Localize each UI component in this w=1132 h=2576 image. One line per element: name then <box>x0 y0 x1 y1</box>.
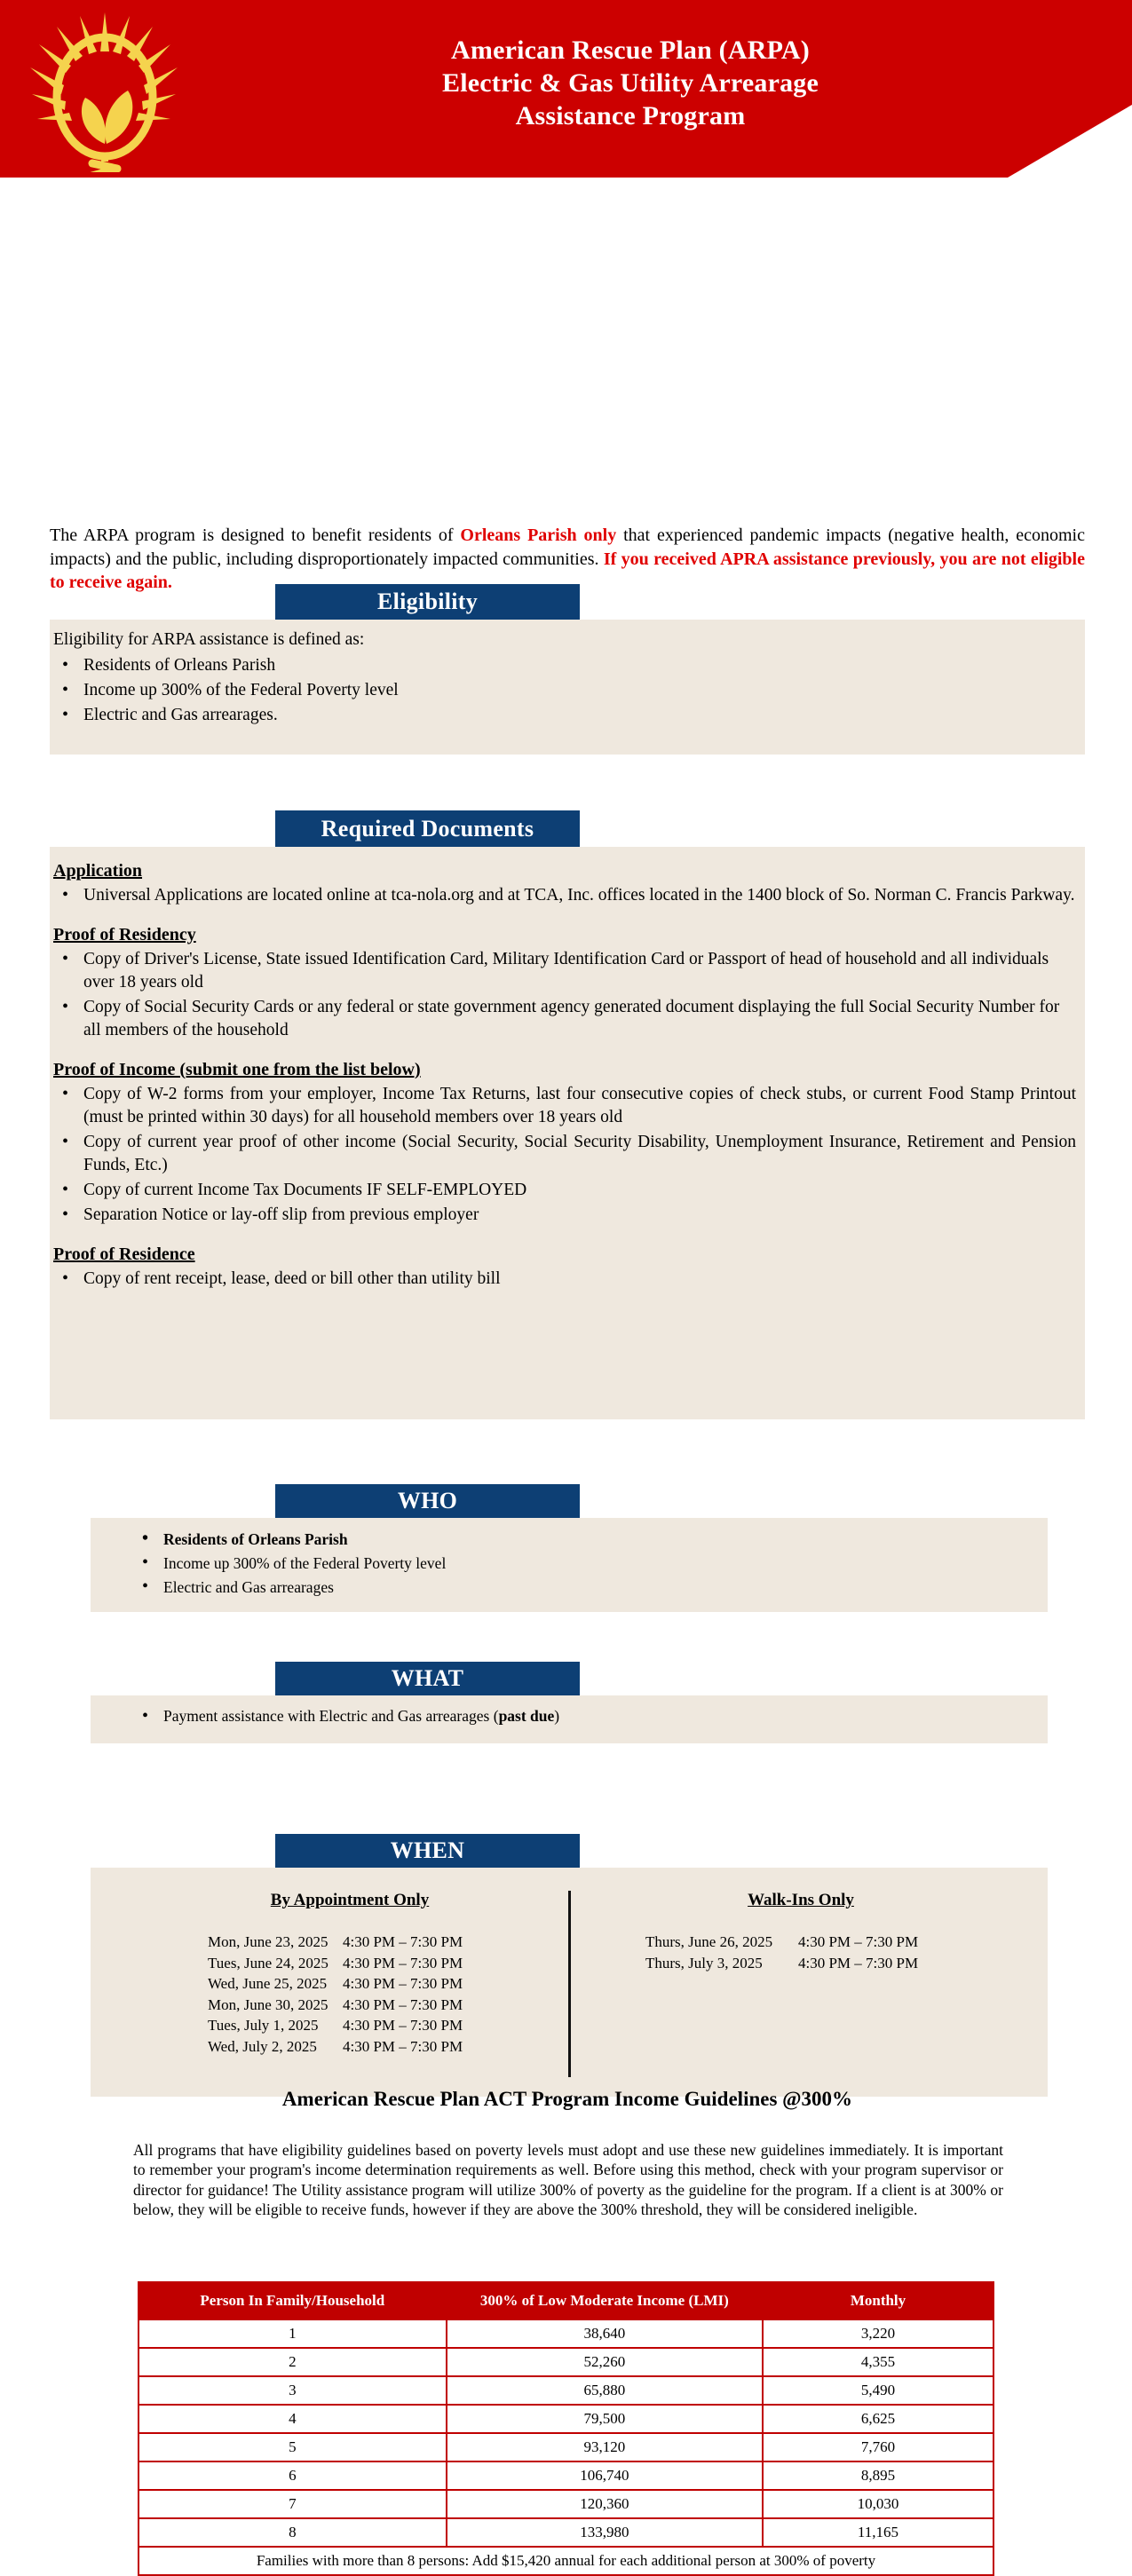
schedule-date: Thurs, June 26, 2025 <box>645 1933 773 1950</box>
schedule-row <box>208 2036 563 2058</box>
table-cell-lmi: 120,360 <box>447 2490 763 2518</box>
schedule-row <box>645 1953 1027 1974</box>
table-cell-persons: 6 <box>139 2461 447 2490</box>
schedule-time: 4:30 PM – 7:30 PM <box>343 2037 463 2055</box>
list-item: • Copy of rent receipt, lease, deed or bill other than utility bill <box>53 1268 1076 1291</box>
doc-group-list <box>53 884 1076 907</box>
schedule-time: 4:30 PM – 7:30 PM <box>798 1954 919 1972</box>
table-header-row <box>139 2282 993 2319</box>
section-band-when <box>275 1834 580 1868</box>
table-footnote-row <box>139 2547 993 2575</box>
list-item: • Universal Applications are located online at tca-nola.org and at TCA, Inc. offices located in the 1400 block of So. Norman C. Francis Parkway. <box>53 884 1076 907</box>
schedule-time: 4:30 PM – 7:30 PM <box>343 1954 463 1972</box>
schedule-date: Wed, June 25, 2025 <box>208 1975 328 1992</box>
page-title <box>293 34 968 132</box>
when-appointment-title: By Appointment Only <box>270 1891 430 1909</box>
schedule-date: Wed, July 2, 2025 <box>208 2037 317 2055</box>
table-header-cell: Person In Family/Household <box>139 2282 447 2319</box>
intro-text-2: that experienced pandemic impacts (negative health, economic impacts) and the public, including disproportionately impacted communities. <box>50 525 1085 569</box>
page-title-line-2: Electric & Gas Utility Arrearage <box>441 68 819 98</box>
table-cell-persons: 1 <box>139 2319 447 2348</box>
list-item: • Copy of current Income Tax Documents IF SELF-EMPLOYED <box>53 1179 1076 1202</box>
section-band-eligibility-label: Eligibility <box>376 589 479 614</box>
table-cell-monthly: 10,030 <box>763 2490 993 2518</box>
list-item: • Residents of Orleans Parish <box>53 654 1085 677</box>
section-band-required-documents-label: Required Documents <box>321 815 534 842</box>
what-item-prefix: Payment assistance with Electric and Gas arrearages ( <box>163 1707 499 1725</box>
table-cell-monthly: 7,760 <box>763 2433 993 2461</box>
table-cell-persons: 5 <box>139 2433 447 2461</box>
section-band-who-label: WHO <box>397 1488 458 1513</box>
what-item-bold: past due <box>498 1707 555 1725</box>
schedule-date: Mon, June 30, 2025 <box>208 1995 329 2013</box>
list-item: • Residents of Orleans Parish <box>133 1529 1048 1551</box>
intro-highlight-warning: If you received APRA assistance previously, you are not eligible to receive again. <box>50 549 1085 592</box>
who-panel <box>91 1518 1048 1612</box>
section-band-required-documents <box>275 810 580 847</box>
table-row <box>139 2461 993 2490</box>
table-cell-lmi: 93,120 <box>447 2433 763 2461</box>
schedule-row <box>208 2015 563 2036</box>
schedule-time: 4:30 PM – 7:30 PM <box>343 2017 463 2034</box>
schedule-date: Tues, June 24, 2025 <box>208 1954 329 1972</box>
list-item: • Copy of current year proof of other income (Social Security, Social Security Disability, Unemployment Insurance, Retirement and Pension Funds, Etc.) <box>53 1131 1076 1177</box>
intro-highlight-parish: Orleans Parish only <box>460 525 617 545</box>
doc-group-heading: Proof of Residence <box>53 1245 195 1264</box>
schedule-date: Mon, June 23, 2025 <box>208 1933 329 1950</box>
eligibility-lead: Eligibility for ARPA assistance is defined as: <box>53 630 365 649</box>
when-walkin-schedule <box>645 1932 1027 1973</box>
who-list <box>91 1518 1048 1599</box>
income-guidelines-title: American Rescue Plan ACT Program Income Guidelines @300% <box>281 2088 853 2110</box>
schedule-time: 4:30 PM – 7:30 PM <box>798 1933 919 1950</box>
table-cell-monthly: 4,355 <box>763 2348 993 2376</box>
required-documents-panel <box>50 847 1085 1419</box>
schedule-row <box>208 1932 563 1953</box>
section-band-eligibility <box>275 584 580 620</box>
list-item: • Copy of W-2 forms from your employer, Income Tax Returns, last four consecutive copies of check stubs, or current Food Stamp Printout (must be printed within 30 days) for all household members over 18 years old <box>53 1083 1076 1129</box>
schedule-time: 4:30 PM – 7:30 PM <box>343 1975 463 1992</box>
schedule-date: Tues, July 1, 2025 <box>208 2017 319 2034</box>
what-item-suffix: ) <box>554 1707 560 1725</box>
list-item: • Copy of Social Security Cards or any federal or state government agency generated document displaying the full Social Security Number for all members of the household <box>53 996 1076 1042</box>
table-row <box>139 2348 993 2376</box>
table-row <box>139 2405 993 2433</box>
doc-group-list <box>53 1083 1076 1227</box>
section-band-who <box>275 1484 580 1518</box>
list-item: • Income up 300% of the Federal Poverty level <box>133 1553 1048 1575</box>
list-item: • Separation Notice or lay-off slip from previous employer <box>53 1204 1076 1227</box>
table-cell-monthly: 6,625 <box>763 2405 993 2433</box>
schedule-row <box>208 1973 563 1995</box>
when-walkin-title: Walk-Ins Only <box>748 1891 854 1909</box>
sun-lightbulb-leaf-logo <box>30 12 179 172</box>
table-cell-persons: 4 <box>139 2405 447 2433</box>
section-band-what <box>275 1662 580 1695</box>
table-cell-lmi: 79,500 <box>447 2405 763 2433</box>
what-panel <box>91 1695 1048 1743</box>
table-cell-monthly: 3,220 <box>763 2319 993 2348</box>
table-row <box>139 2376 993 2405</box>
list-item <box>133 1707 1048 1726</box>
income-guidelines-paragraph: All programs that have eligibility guidelines based on poverty levels must adopt and use these new guidelines immediately. It is important to remember your program's income determination requirements as well. Before using this method, check with your program supervisor or director for guidance! The Utility assistance program will utilize 300% of poverty as the guideline for the program. If a client is at 300% or below, they will be eligible to receive funds, however if they are above the 300% threshold, they will be considered ineligible. <box>133 2140 1003 2218</box>
table-row <box>139 2518 993 2547</box>
table-cell-lmi: 106,740 <box>447 2461 763 2490</box>
list-item: • Electric and Gas arrearages. <box>53 704 1085 727</box>
table-header-cell: Monthly <box>763 2282 993 2319</box>
when-appointment-schedule <box>208 1932 563 2057</box>
table-cell-monthly: 5,490 <box>763 2376 993 2405</box>
list-item: • Income up 300% of the Federal Poverty level <box>53 679 1085 702</box>
table-cell-lmi: 65,880 <box>447 2376 763 2405</box>
intro-text-1: The ARPA program is designed to benefit residents of <box>50 525 461 545</box>
page-header <box>0 0 1132 178</box>
schedule-row <box>208 1953 563 1974</box>
page-title-line-3: Assistance Program <box>515 101 746 130</box>
what-list <box>91 1695 1048 1726</box>
eligibility-list <box>53 654 1085 727</box>
schedule-time: 4:30 PM – 7:30 PM <box>343 1933 463 1950</box>
table-cell-persons: 7 <box>139 2490 447 2518</box>
doc-group-list <box>53 1268 1076 1291</box>
table-header-cell: 300% of Low Moderate Income (LMI) <box>447 2282 763 2319</box>
when-panel <box>91 1868 1048 2097</box>
section-band-what-label: WHAT <box>391 1665 464 1691</box>
table-cell-lmi: 52,260 <box>447 2348 763 2376</box>
section-band-when-label: WHEN <box>390 1837 465 1863</box>
table-cell-lmi: 38,640 <box>447 2319 763 2348</box>
doc-group-list <box>53 948 1076 1042</box>
table-footnote: Families with more than 8 persons: Add $15,420 annual for each additional person at 300% of poverty <box>139 2547 993 2575</box>
income-guidelines-table <box>138 2281 994 2576</box>
list-item: • Electric and Gas arrearages <box>133 1576 1048 1599</box>
eligibility-panel <box>50 620 1085 755</box>
list-item: • Copy of Driver's License, State issued Identification Card, Military Identification Card or Passport of head of household and all individuals over 18 years old <box>53 948 1076 994</box>
schedule-row <box>208 1995 563 2016</box>
table-cell-persons: 2 <box>139 2348 447 2376</box>
page-title-line-1: American Rescue Plan (ARPA) <box>451 36 810 65</box>
table-row <box>139 2319 993 2348</box>
table-cell-persons: 3 <box>139 2376 447 2405</box>
when-vertical-divider <box>568 1891 571 2077</box>
table-cell-persons: 8 <box>139 2518 447 2547</box>
doc-group-heading: Proof of Income (submit one from the list below) <box>53 1060 421 1079</box>
table-row <box>139 2490 993 2518</box>
table-row <box>139 2433 993 2461</box>
schedule-row <box>645 1932 1027 1953</box>
schedule-date: Thurs, July 3, 2025 <box>645 1954 763 1972</box>
doc-group-heading: Application <box>53 861 143 881</box>
schedule-time: 4:30 PM – 7:30 PM <box>343 1995 463 2013</box>
table-cell-monthly: 8,895 <box>763 2461 993 2490</box>
table-cell-lmi: 133,980 <box>447 2518 763 2547</box>
doc-group-heading: Proof of Residency <box>53 925 196 944</box>
table-cell-monthly: 11,165 <box>763 2518 993 2547</box>
